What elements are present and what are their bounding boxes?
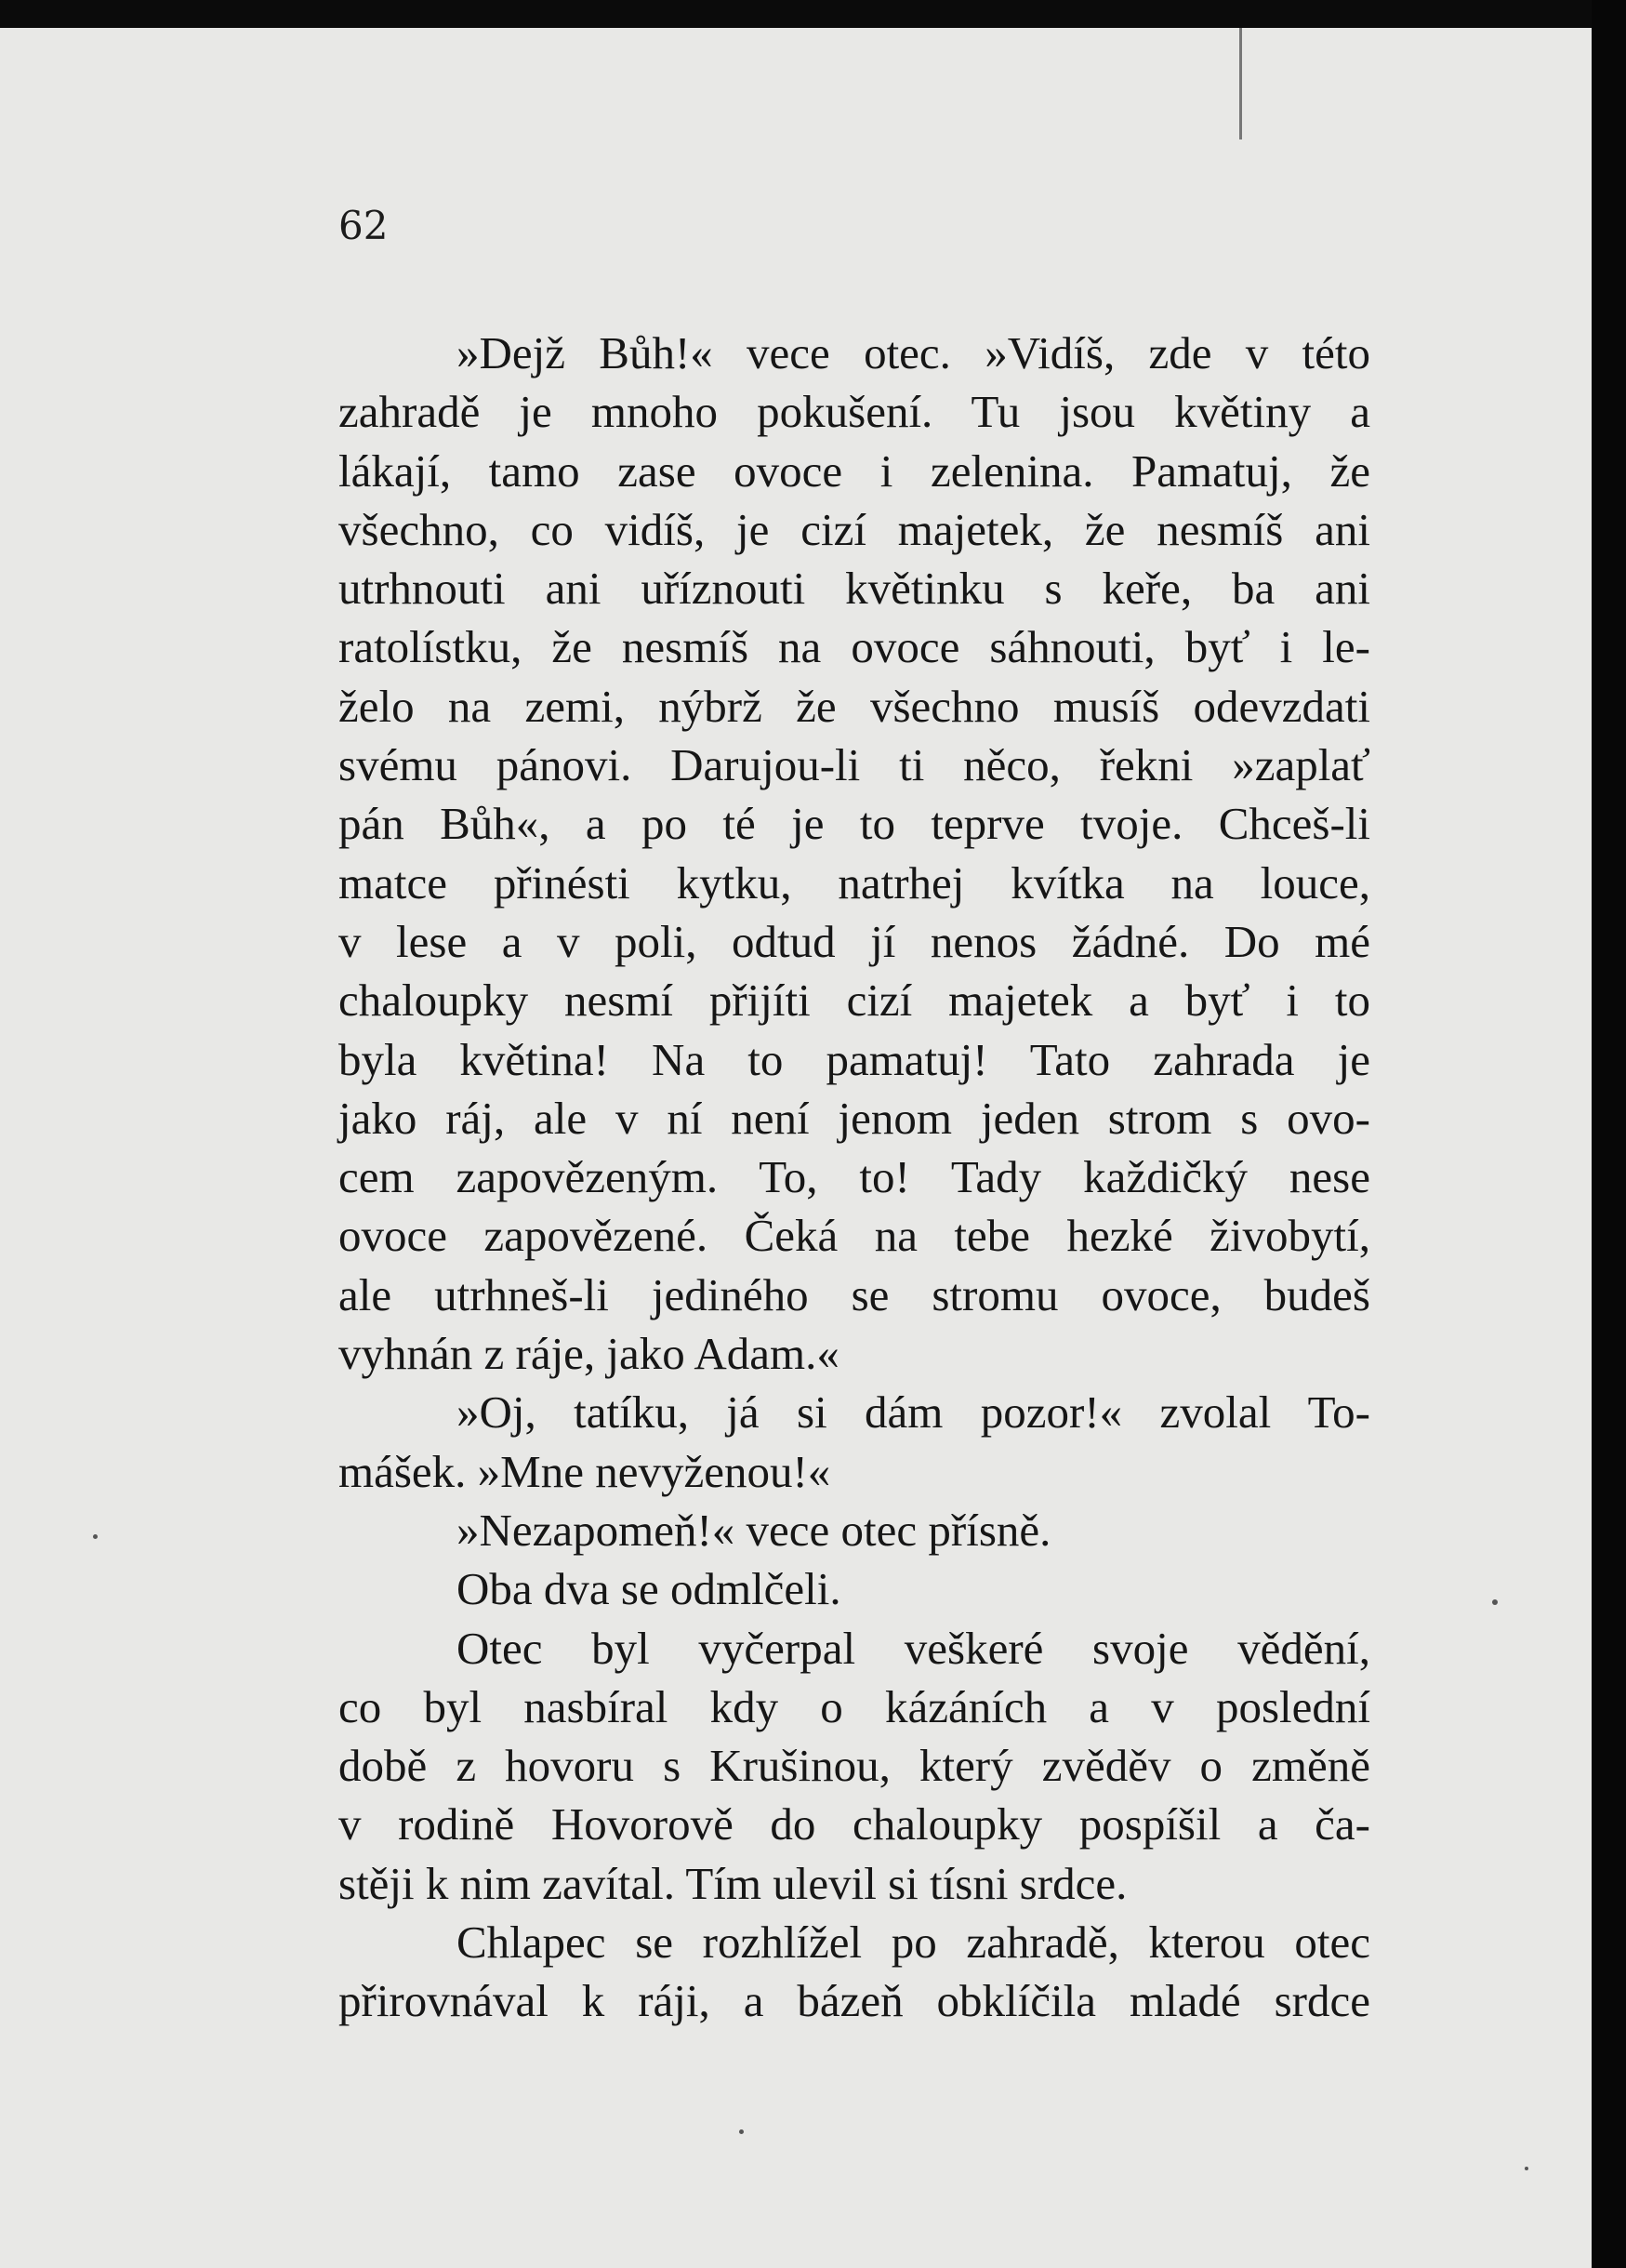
text-line: Oba dva se odmlčeli. (456, 1563, 841, 1615)
text-line: v lese a v poli, odtud jí nenos žádné. Do mé (338, 915, 1370, 967)
text-line: co byl nasbíral kdy o kázáních a v poslední (338, 1680, 1370, 1732)
text-line: ratolístku, že nesmíš na ovoce sáhnouti, byť i le- (338, 621, 1370, 673)
text-line: pán Bůh«, a po té je to teprve tvoje. Chceš-li (338, 798, 1370, 850)
text-line: vyhnán z ráje, jako Adam.« (338, 1328, 839, 1380)
text-line: době z hovoru s Krušinou, který zvěděv o změně (338, 1740, 1370, 1792)
text-line: všechno, co vidíš, je cizí majetek, že nesmíš ani (338, 503, 1370, 555)
text-line: ale utrhneš-li jediného se stromu ovoce, budeš (338, 1268, 1370, 1320)
body-text (338, 324, 1370, 2031)
text-line: »Dejž Bůh!« vece otec. »Vidíš, zde v této (456, 327, 1370, 378)
scan-artifact-speck (93, 1534, 98, 1539)
scan-artifact-speck (1492, 1599, 1498, 1605)
text-line: »Nezapomeň!« vece otec přísně. (456, 1504, 1051, 1556)
text-line: Chlapec se rozhlížel po zahradě, kterou otec (456, 1917, 1370, 1969)
text-line: utrhnouti ani uříznouti květinku s keře, ba ani (338, 563, 1370, 615)
text-line: cem zapovězeným. To, to! Tady každičký nese (338, 1151, 1370, 1203)
scan-artifact-speck (739, 2129, 744, 2134)
text-line: v rodině Hovorově do chaloupky pospíšil a ča- (338, 1798, 1370, 1850)
text-line: stěji k nim zavítal. Tím ulevil si tísni srdce. (338, 1857, 1128, 1909)
page-number: 62 (338, 203, 389, 248)
scan-dark-edge (1592, 0, 1626, 2268)
text-line: chaloupky nesmí přijíti cizí majetek a byť i to (338, 975, 1370, 1027)
scan-artifact-speck (1525, 2167, 1528, 2170)
book-page (0, 28, 1592, 2268)
text-line: »Oj, tatíku, já si dám pozor!« zvolal To- (456, 1386, 1370, 1439)
text-line: zahradě je mnoho pokušení. Tu jsou květiny a (338, 386, 1370, 438)
text-line: mášek. »Mne nevyženou!« (338, 1445, 831, 1497)
text-line: lákají, tamo zase ovoce i zelenina. Pamatuj, že (338, 444, 1370, 497)
scan-artifact-line (1239, 28, 1242, 139)
text-line: přirovnával k ráji, a bázeň obklíčila mladé srdce (338, 1975, 1370, 2027)
text-line: jako ráj, ale v ní není jenom jeden strom s ovo- (338, 1092, 1370, 1144)
text-line: Otec byl vyčerpal veškeré svoje vědění, (456, 1622, 1370, 1674)
text-line: ovoce zapovězené. Čeká na tebe hezké živobytí, (338, 1210, 1370, 1262)
text-line: svému pánovi. Darujou-li ti něco, řekni »zaplať (338, 739, 1370, 791)
text-line: želo na zemi, nýbrž že všechno musíš odevzdati (338, 680, 1370, 732)
text-line: matce přinésti kytku, natrhej kvítka na louce, (338, 856, 1370, 909)
text-line: byla květina! Na to pamatuj! Tato zahrada je (338, 1033, 1370, 1085)
